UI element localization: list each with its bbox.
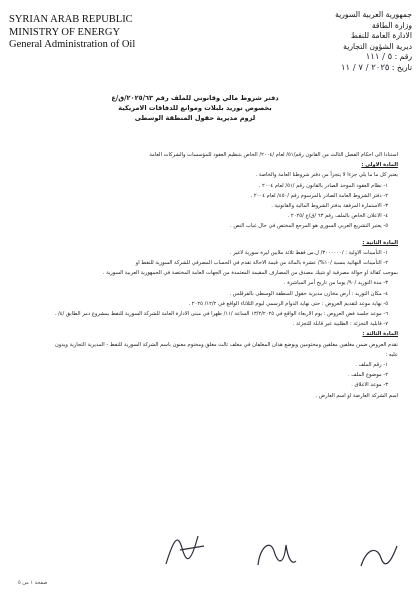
reference-number-value: ٥ / ١١١	[365, 52, 393, 62]
letterhead-ar-line-1: جمهورية العربية السورية	[335, 10, 412, 19]
reference-date-value: ٢٠٢٥ / ٧ / ١١	[340, 62, 390, 73]
reference-number-label: رقم :	[394, 52, 412, 61]
body-line: ٣- مدة التوريد /٩٠/ يوما من تاريخ أمر المباشرة .	[283, 280, 388, 287]
body-line: ٣- موعد الاغلاق .	[351, 382, 388, 389]
section-heading: المادة الثالثة :	[362, 331, 398, 338]
body-line: استنادا الى احكام الفصل الثالث من القانون رقم/٥١/ لعام /٢٠٠٤/ الخاص بتنظيم العقود للمؤسسات والشركات العامة	[149, 152, 398, 158]
letterhead-ar-line-4: ديرية الشؤون التجارية	[343, 41, 412, 51]
body-line: ٥- نهاية موعد لتقديم العروض : حتى نهاية الدوام الرسمي ليوم الثلاثاء الواقع في ١٢/٢/ ٢٠٢٥ .	[188, 300, 388, 307]
subject-line-1: دفتر شروط مالي وقانوني للملف رقم ٢٠٢٥/٦٣/ق/ع	[111, 94, 279, 102]
signature-1	[160, 528, 210, 570]
body-line: ٢- دفتر الشروط العامة الصادر بالمرسوم رقم /٤٥٠/ لعام ٢٠٠٤ .	[250, 192, 388, 199]
subject-line-3: لزوم مديرية حقول المنطقة الوسطى	[134, 114, 256, 122]
reference-number	[242, 52, 412, 63]
body-line: ٢- موضوع الملف .	[347, 372, 388, 379]
page-footer-note: صفحة ١ من ٥	[18, 580, 48, 586]
section-heading: المادة الثانية :	[362, 239, 398, 246]
letterhead-en-line-2: MINISTRY OF ENERGY	[9, 26, 121, 38]
body-line: ١- رقم الملف .	[355, 362, 388, 369]
body-line: ٦- موعد جلسة فض العروض : يوم الاربعاء الواقع في ١٣/٢/٢٠٢٥ الساعة /١١/ ظهرا في مبنى الادارة العامة للشركة السورية للنفط بمشروع دمر الطابق /٤/ .	[54, 311, 388, 318]
body-line: يعتبر كل ما ما يلي جزءا لا يتجزأ من دفتر شروطنا العامة والخاصة .	[255, 172, 398, 179]
document-subject	[70, 93, 320, 123]
letterhead-arabic	[242, 10, 412, 73]
document-body	[18, 150, 398, 401]
signature-2	[250, 535, 300, 575]
letterhead-en-line-3: General Administration of Oil	[9, 39, 136, 50]
body-line: تقدم العروض ضمن مغلفين مغلقين ومختومين ويوضع هذان المغلفان في مغلف ثالث مغلق ومختوم معنون باسم الشركة السورية للنفط - المديرية التجارية ويدون	[54, 341, 398, 348]
section-heading: المادة الاولى :	[361, 162, 398, 169]
body-line: بموجب كفالة او حوالة مصرفية او شيك مصدق من المصارف المقيمة المعتمدة من الجهات العامة المختصة في الجمهورية العربية السورية .	[102, 270, 398, 277]
body-line: ٢- التأمينات النهائية بنسبة /١٠%/ عشرة بالمائة من قيمة الاحالة تقدم في الحساب المصرفي للشركة السورية للنفط او	[135, 260, 388, 267]
body-line: ٣- الاستمارة المرفقة بدفتر الشروط المالية والقانونية .	[271, 203, 388, 210]
body-line: ١- التأمينات الاولية : /٣٠٠٠٠٠٠/ ل.س فقط ثلاثة ملايين ليرة سورية لاغير .	[229, 249, 388, 256]
body-line: ٧- قابلية التجزئة : الطلبية غير قابلة للتجزئة .	[292, 321, 388, 328]
subject-line-2: بخصوص توريد بلبلات وموانع للدفاقات الامريكية	[118, 104, 272, 112]
reference-date-label: تاريخ :	[391, 62, 412, 72]
body-line: ٥- يعتبر التشريع العربي السوري هو المرجع المختص في حال غياب النص .	[230, 223, 388, 230]
letterhead-ar-line-3: الادارة العامة للنفط	[350, 31, 412, 40]
letterhead-ar-line-2: وزارة الطاقة	[371, 20, 412, 30]
body-line: ١- نظام العقود الموحد الصادر بالقانون رقم /٥١/ لعام ٢٠٠٤ .	[258, 182, 388, 189]
letterhead-en-line-1: SYRIAN ARAB REPUBLIC	[9, 14, 133, 25]
signature-3	[355, 540, 403, 576]
reference-date	[242, 63, 412, 74]
letterhead-english	[9, 14, 199, 52]
body-line: عليه :	[385, 351, 398, 358]
body-line: ٤- الاعلان الخاص بالملف رقم ٦٣ /ق/ع /٢٠٢٥ .	[287, 213, 388, 220]
body-line: اسم الشركة العارضة او اسم العارض .	[315, 392, 398, 399]
body-line: ٤- مكان التوريد : أرض مخازن مديرية حقول المنطقة الوسطى بالفرقلس .	[229, 290, 388, 297]
